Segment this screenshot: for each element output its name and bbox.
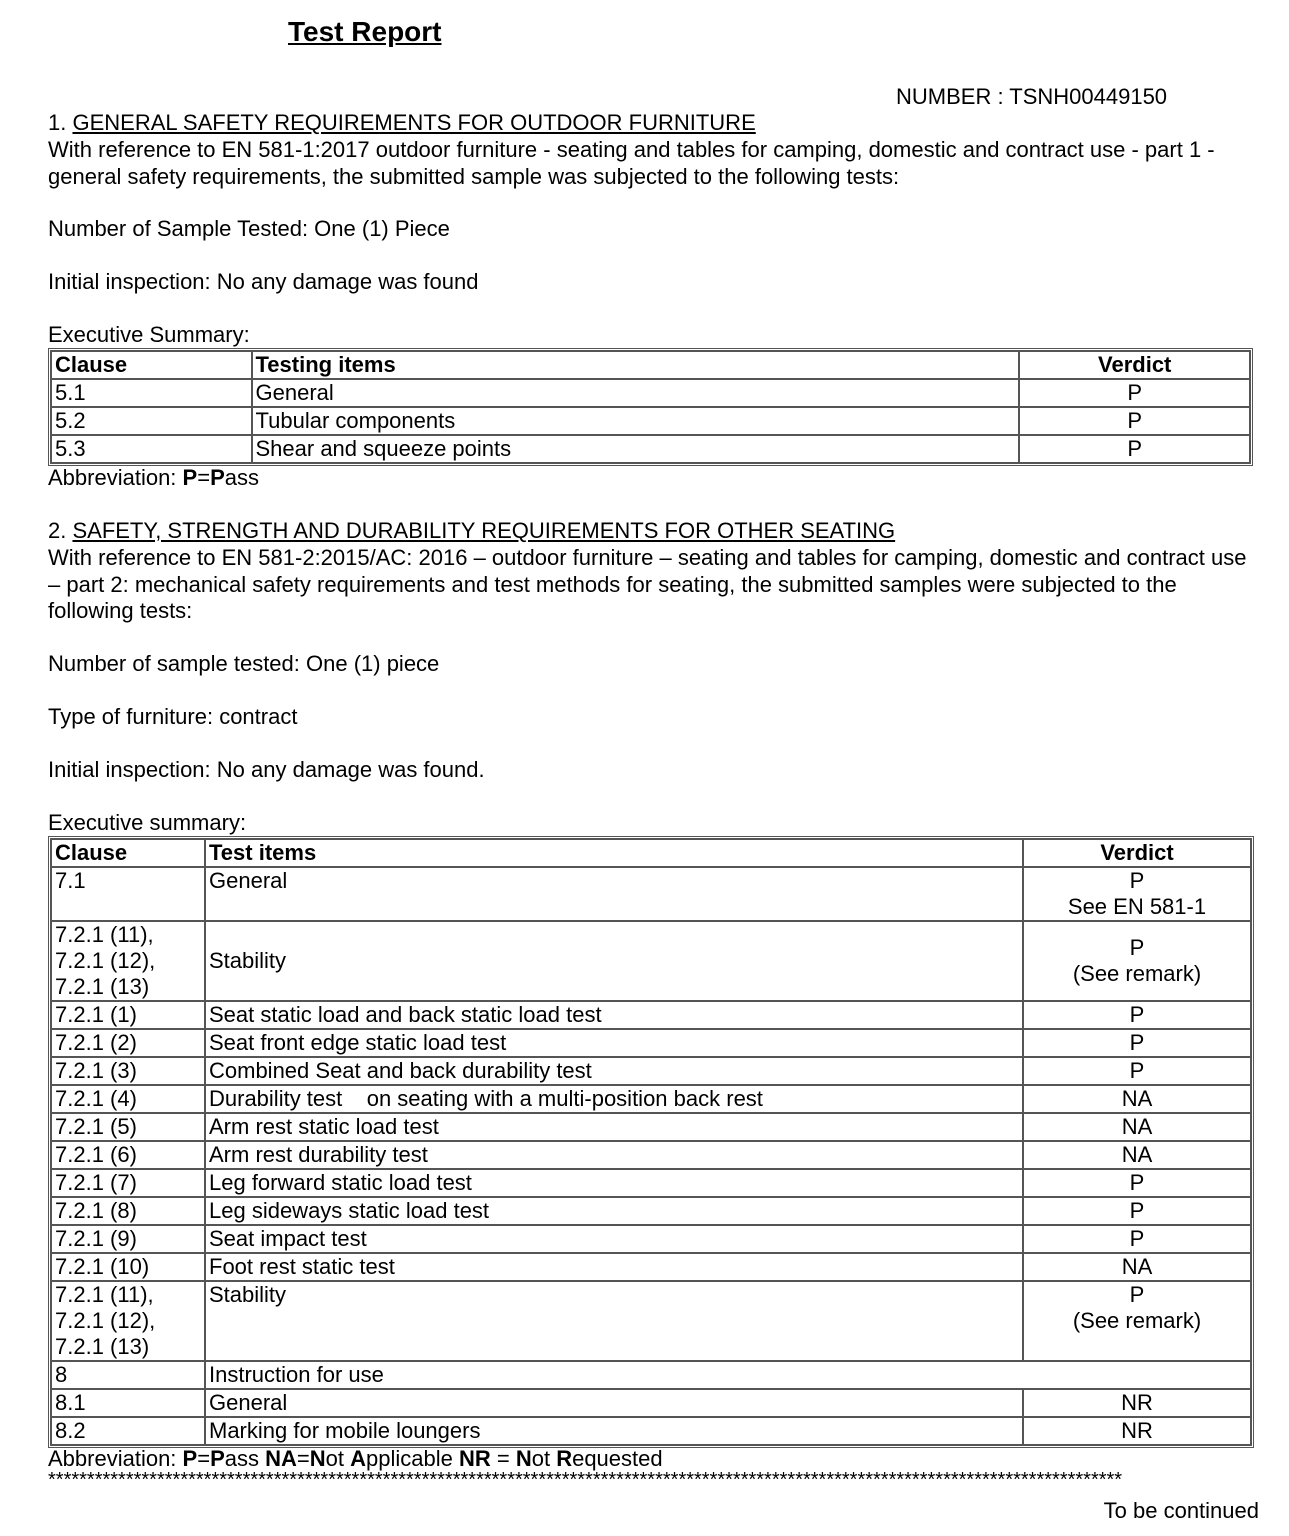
table-row [51, 1225, 1251, 1253]
abbr-eq: = [197, 465, 211, 490]
table-row [51, 1001, 1251, 1029]
table-row [51, 379, 1250, 407]
clause-line: 7.2.1 (12), [55, 948, 156, 973]
report-title: Test Report [288, 16, 442, 47]
abbr-not-initial: N [515, 1446, 532, 1471]
item-cell: General [205, 1389, 1023, 1417]
clause-cell: 7.2.1 (2) [51, 1029, 205, 1057]
table-row [51, 1141, 1251, 1169]
item-cell: Seat front edge static load test [205, 1029, 1023, 1057]
section2-summary-table [48, 836, 1254, 1448]
table-row [51, 1253, 1251, 1281]
abbr-nr: NR [458, 1446, 491, 1471]
abbr-pass-initial: P [210, 465, 225, 490]
abbr-pass-initial: P [210, 1446, 225, 1471]
abbr-requested-rest: equested [572, 1446, 663, 1471]
verdict-cell [1023, 1281, 1251, 1361]
section1-heading-text: GENERAL SAFETY REQUIREMENTS FOR OUTDOOR FURNITURE [72, 110, 756, 135]
verdict-cell: P [1023, 1197, 1251, 1225]
column-header-verdict: Verdict [1023, 839, 1251, 867]
verdict-value: P [1129, 868, 1145, 893]
clause-cell: 7.2.1 (6) [51, 1141, 205, 1169]
clause-cell: 7.2.1 (1) [51, 1001, 205, 1029]
table-row [51, 1281, 1251, 1361]
item-cell: Arm rest durability test [205, 1141, 1023, 1169]
table-row [51, 1113, 1251, 1141]
item-cell: General [252, 379, 1020, 407]
abbr-na: NA [265, 1446, 297, 1471]
separator-stars: ****************************************************************************************************************************************** [48, 1470, 1123, 1490]
verdict-note: See EN 581-1 [1067, 894, 1207, 919]
section2-intro: With reference to EN 581-2:2015/AC: 2016 – outdoor furniture – seating and tables for camping, domestic and contract use – part 2: mechanical safety requirements and test methods for seating, the submitted samples were subjected to the following tests: [48, 545, 1247, 623]
table-row [51, 407, 1250, 435]
verdict-value: P [1129, 935, 1145, 960]
table-row [51, 435, 1250, 463]
verdict-cell: P [1023, 1001, 1251, 1029]
section1-inspection: Initial inspection: No any damage was found [48, 269, 479, 294]
clause-cell: 7.2.1 (3) [51, 1057, 205, 1085]
column-header-testing-items: Testing items [252, 351, 1020, 379]
section1-samples: Number of Sample Tested: One (1) Piece [48, 216, 450, 241]
clause-cell [51, 921, 205, 1001]
section1-summary-label: Executive Summary: [48, 322, 250, 347]
verdict-cell: P [1019, 435, 1250, 463]
abbr-applicable-rest: pplicable [366, 1446, 459, 1471]
clause-cell: 7.2.1 (10) [51, 1253, 205, 1281]
item-cell: Durability test on seating with a multi-position back rest [205, 1085, 1023, 1113]
verdict-cell: NA [1023, 1141, 1251, 1169]
abbr-p: P [182, 1446, 198, 1471]
abbr-not-initial: N [309, 1446, 326, 1471]
item-cell: Combined Seat and back durability test [205, 1057, 1023, 1085]
table-row [51, 867, 1251, 921]
verdict-cell: NA [1023, 1253, 1251, 1281]
clause-cell: 7.2.1 (4) [51, 1085, 205, 1113]
section1-heading-number: 1. [48, 110, 73, 135]
to-be-continued: To be continued [1103, 1498, 1259, 1523]
section2-heading-number: 2. [48, 518, 73, 543]
table-row [51, 1361, 1251, 1389]
verdict-note: (See remark) [1072, 961, 1202, 986]
table-header-row [51, 839, 1251, 867]
report-number: NUMBER : TSNH00449150 [896, 84, 1168, 109]
table-header-row [51, 351, 1250, 379]
table-row [51, 1417, 1251, 1445]
section2-samples: Number of sample tested: One (1) piece [48, 651, 440, 676]
abbr-pass-rest: ass [224, 465, 260, 490]
section2-inspection: Initial inspection: No any damage was found. [48, 757, 485, 782]
abbr-prefix: Abbreviation: [48, 465, 183, 490]
abbr-not-rest: ot [531, 1446, 557, 1471]
abbr-applicable-initial: A [350, 1446, 367, 1471]
verdict-cell: NA [1023, 1113, 1251, 1141]
item-cell: Marking for mobile loungers [205, 1417, 1023, 1445]
item-cell: Tubular components [252, 407, 1020, 435]
abbr-eq: = [296, 1446, 310, 1471]
abbr-pass-rest: ass [224, 1446, 266, 1471]
verdict-cell: P [1023, 1029, 1251, 1057]
section1-summary-table [48, 348, 1253, 466]
clause-line: 7.2.1 (12), [55, 1308, 156, 1333]
clause-cell: 5.3 [51, 435, 252, 463]
abbr-not-rest: ot [325, 1446, 351, 1471]
item-cell: Seat static load and back static load test [205, 1001, 1023, 1029]
verdict-cell [1023, 921, 1251, 1001]
clause-cell: 7.1 [51, 867, 205, 921]
clause-cell: 7.2.1 (9) [51, 1225, 205, 1253]
abbr-prefix: Abbreviation: [48, 1446, 183, 1471]
abbr-p: P [182, 465, 198, 490]
clause-cell [51, 1281, 205, 1361]
section2-summary-label: Executive summary: [48, 810, 247, 835]
clause-line: 7.2.1 (13) [55, 974, 150, 999]
item-cell: General [205, 867, 1023, 921]
verdict-cell: P [1023, 1169, 1251, 1197]
column-header-clause: Clause [51, 839, 205, 867]
verdict-cell: NR [1023, 1417, 1251, 1445]
section2-heading [48, 518, 1258, 545]
table-row [51, 1197, 1251, 1225]
table-row [51, 921, 1251, 1001]
clause-line: 7.2.1 (11), [55, 1282, 154, 1307]
table-row [51, 1057, 1251, 1085]
abbr-eq: = [197, 1446, 211, 1471]
item-cell: Instruction for use [205, 1361, 1251, 1389]
verdict-cell: P [1023, 1057, 1251, 1085]
abbr-requested-initial: R [556, 1446, 573, 1471]
column-header-clause: Clause [51, 351, 252, 379]
verdict-cell: P [1023, 1225, 1251, 1253]
clause-cell: 7.2.1 (7) [51, 1169, 205, 1197]
section2-heading-text: SAFETY, STRENGTH AND DURABILITY REQUIREMENTS FOR OTHER SEATING [72, 518, 896, 543]
section2-abbreviation [48, 1446, 663, 1472]
clause-cell: 7.2.1 (8) [51, 1197, 205, 1225]
section1-abbreviation [48, 465, 259, 491]
item-cell: Leg forward static load test [205, 1169, 1023, 1197]
item-cell: Stability [205, 921, 1023, 1001]
table-row [51, 1029, 1251, 1057]
clause-cell: 5.2 [51, 407, 252, 435]
verdict-cell: P [1019, 407, 1250, 435]
section2-furniture-type: Type of furniture: contract [48, 704, 298, 729]
clause-cell: 5.1 [51, 379, 252, 407]
item-cell: Stability [205, 1281, 1023, 1361]
verdict-cell: NR [1023, 1389, 1251, 1417]
item-cell: Shear and squeeze points [252, 435, 1020, 463]
item-cell: Foot rest static test [205, 1253, 1023, 1281]
clause-line: 7.2.1 (13) [55, 1334, 150, 1359]
clause-cell: 7.2.1 (5) [51, 1113, 205, 1141]
verdict-cell [1023, 867, 1251, 921]
table-row [51, 1169, 1251, 1197]
clause-cell: 8.1 [51, 1389, 205, 1417]
table-row [51, 1389, 1251, 1417]
abbr-eq: = [490, 1446, 516, 1471]
item-cell: Arm rest static load test [205, 1113, 1023, 1141]
item-cell: Leg sideways static load test [205, 1197, 1023, 1225]
section1-intro: With reference to EN 581-1:2017 outdoor furniture - seating and tables for camping, domestic and contract use - part 1 - general safety requirements, the submitted sample was subjected to the following tests: [48, 137, 1215, 189]
column-header-test-items: Test items [205, 839, 1023, 867]
verdict-cell: NA [1023, 1085, 1251, 1113]
section1-heading [48, 110, 1258, 137]
item-cell: Seat impact test [205, 1225, 1023, 1253]
verdict-cell: P [1019, 379, 1250, 407]
clause-cell: 8 [51, 1361, 205, 1389]
column-header-verdict: Verdict [1019, 351, 1250, 379]
table-row [51, 1085, 1251, 1113]
verdict-value: P [1129, 1282, 1145, 1307]
clause-cell: 8.2 [51, 1417, 205, 1445]
verdict-note: (See remark) [1072, 1308, 1202, 1333]
clause-line: 7.2.1 (11), [55, 922, 154, 947]
